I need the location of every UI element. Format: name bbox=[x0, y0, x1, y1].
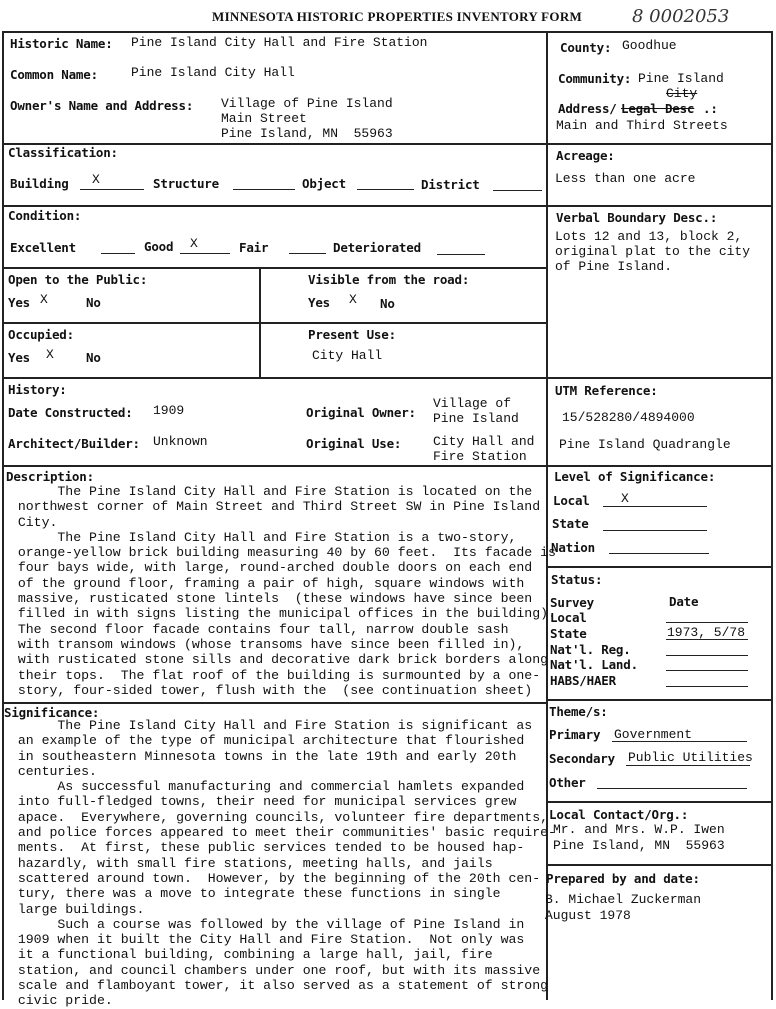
secondary-value: Public Utilities bbox=[628, 750, 753, 765]
boundary-line: Lots 12 and 13, block 2, bbox=[555, 229, 743, 244]
present-use-label: Present Use: bbox=[308, 327, 396, 342]
date-constructed-label: Date Constructed: bbox=[8, 405, 133, 420]
divider bbox=[2, 205, 546, 207]
significance-text: The Pine Island City Hall and Fire Station is significant as an example of the type of municipal architecture that flourished in southeastern Minnesota towns in the late 19th and early 20th centuries. As successful manufacturing and commercial hamlets expanded into full-fledged towns, their need for municipal services grew apace. Everywhere, governing councils, volunteer fire departments, and police forces appeared to meet their communities' basic require- ments. At first, these public services tended to be housed hap- hazardly, with small fire stations, meeting halls, and jails scattered around town. However, by the beginning of the 20th cen- tury, there was a move to integrate these functions in single large buildings. Such a course was followed by the village of Pine Island in 1909 when it built the City Hall and Fire Station. Not only was it a functional building, combining a large hall, jail, fire station, and council chambers under one roof, but with its massive scale and flamboyant tower, it also served as a statement of strong civic pride. bbox=[17, 718, 556, 1009]
original-use-line: City Hall and bbox=[433, 434, 535, 449]
quadrangle-value: Pine Island Quadrangle bbox=[559, 437, 731, 452]
date-constructed-value: 1909 bbox=[153, 403, 185, 418]
present-use-value: City Hall bbox=[312, 348, 383, 363]
divider bbox=[2, 322, 546, 324]
theme-label: Theme/s: bbox=[549, 704, 608, 719]
level-local-label: Local bbox=[553, 493, 590, 508]
original-owner-label: Original Owner: bbox=[306, 405, 416, 420]
occupied-no-label: No bbox=[86, 350, 101, 365]
district-label: District bbox=[421, 177, 480, 192]
prepared-line: August 1978 bbox=[545, 908, 631, 923]
deteriorated-label: Deteriorated bbox=[333, 240, 421, 255]
address-colon: .: bbox=[703, 101, 718, 116]
boundary-line: of Pine Island. bbox=[555, 259, 673, 274]
divider bbox=[546, 377, 772, 379]
community-value: Pine Island bbox=[638, 71, 724, 86]
owner-line: Main Street bbox=[221, 111, 307, 126]
architect-value: Unknown bbox=[153, 434, 208, 449]
survey-label: Survey bbox=[550, 595, 594, 610]
level-nation-label: Nation bbox=[551, 540, 595, 555]
county-label: County: bbox=[560, 40, 612, 55]
utm-label: UTM Reference: bbox=[555, 383, 658, 398]
acreage-label: Acreage: bbox=[556, 148, 615, 163]
owner-label: Owner's Name and Address: bbox=[10, 98, 194, 113]
underline bbox=[437, 254, 485, 255]
habs-label: HABS/HAER bbox=[550, 673, 616, 688]
divider bbox=[546, 566, 772, 568]
city-struck: City bbox=[666, 86, 698, 101]
open-yes-mark: X bbox=[40, 292, 48, 307]
visible-no-label: No bbox=[380, 296, 395, 311]
handwritten-id: 8 0002053 bbox=[632, 6, 730, 27]
classification-label: Classification: bbox=[8, 145, 118, 160]
divider bbox=[2, 267, 546, 269]
underline bbox=[493, 190, 542, 191]
level-label: Level of Significance: bbox=[554, 469, 716, 484]
building-mark: X bbox=[92, 172, 100, 187]
open-no-label: No bbox=[86, 295, 101, 310]
common-name-label: Common Name: bbox=[10, 67, 98, 82]
condition-label: Condition: bbox=[8, 208, 82, 223]
divider bbox=[259, 267, 261, 377]
state-date-value: 1973, 5/78 bbox=[667, 625, 746, 640]
underline bbox=[101, 253, 135, 254]
divider bbox=[546, 801, 772, 803]
open-to-public-label: Open to the Public: bbox=[8, 272, 148, 287]
status-local-label: Local bbox=[550, 610, 587, 625]
county-value: Goodhue bbox=[622, 38, 677, 53]
boundary-label: Verbal Boundary Desc.: bbox=[556, 210, 718, 225]
divider bbox=[546, 143, 772, 145]
natl-land-label: Nat'l. Land. bbox=[550, 657, 638, 672]
address-label: Address/ bbox=[558, 101, 617, 116]
primary-value: Government bbox=[614, 727, 693, 742]
common-name-value: Pine Island City Hall bbox=[131, 65, 295, 80]
date-column-label: Date bbox=[669, 594, 699, 609]
historic-name-value: Pine Island City Hall and Fire Station bbox=[131, 35, 428, 50]
underline bbox=[666, 686, 748, 687]
structure-label: Structure bbox=[153, 176, 219, 191]
original-owner-line: Village of bbox=[433, 396, 512, 411]
underline bbox=[612, 741, 747, 742]
underline bbox=[666, 622, 748, 623]
fair-label: Fair bbox=[239, 240, 269, 255]
underline bbox=[233, 189, 295, 190]
level-local-mark: X bbox=[621, 491, 629, 506]
underline bbox=[603, 530, 707, 531]
local-contact-label: Local Contact/Org.: bbox=[549, 807, 689, 822]
underline bbox=[666, 639, 748, 640]
acreage-value: Less than one acre bbox=[555, 171, 696, 186]
open-yes-label: Yes bbox=[8, 295, 30, 310]
original-owner-line: Pine Island bbox=[433, 411, 519, 426]
object-label: Object bbox=[302, 176, 346, 191]
divider bbox=[2, 465, 546, 467]
underline bbox=[609, 553, 709, 554]
visible-yes-label: Yes bbox=[308, 295, 330, 310]
historic-name-label: Historic Name: bbox=[10, 36, 113, 51]
status-label: Status: bbox=[551, 572, 603, 587]
level-state-label: State bbox=[552, 516, 589, 531]
underline bbox=[666, 655, 748, 656]
underline bbox=[626, 765, 750, 766]
significance-label: Significance: bbox=[4, 705, 100, 720]
contact-line: Pine Island, MN 55963 bbox=[553, 838, 725, 853]
occupied-yes-mark: X bbox=[46, 347, 54, 362]
other-label: Other bbox=[549, 775, 586, 790]
underline bbox=[289, 253, 326, 254]
frame-top bbox=[2, 31, 773, 33]
underline bbox=[603, 506, 707, 507]
prepared-line: B. Michael Zuckerman bbox=[545, 892, 702, 907]
utm-value: 15/528280/4894000 bbox=[562, 410, 695, 425]
contact-line: Mr. and Mrs. W.P. Iwen bbox=[553, 822, 725, 837]
form-title: MINNESOTA HISTORIC PROPERTIES INVENTORY FORM bbox=[212, 9, 583, 24]
architect-label: Architect/Builder: bbox=[8, 436, 140, 451]
underline bbox=[357, 189, 414, 190]
underline bbox=[180, 253, 230, 254]
good-label: Good bbox=[144, 239, 174, 254]
divider bbox=[2, 702, 546, 704]
frame-right bbox=[771, 31, 773, 1000]
primary-label: Primary bbox=[549, 727, 601, 742]
underline bbox=[80, 189, 144, 190]
divider bbox=[546, 205, 772, 207]
natl-reg-label: Nat'l. Reg. bbox=[550, 642, 631, 657]
boundary-line: original plat to the city bbox=[555, 244, 751, 259]
secondary-label: Secondary bbox=[549, 751, 615, 766]
visible-yes-mark: X bbox=[349, 292, 357, 307]
occupied-yes-label: Yes bbox=[8, 350, 30, 365]
original-use-label: Original Use: bbox=[306, 436, 402, 451]
address-value: Main and Third Streets bbox=[556, 118, 728, 133]
excellent-label: Excellent bbox=[10, 240, 76, 255]
divider bbox=[2, 377, 546, 379]
description-label: Description: bbox=[6, 469, 94, 484]
description-text: The Pine Island City Hall and Fire Station is located on the northwest corner of Main Street and Third Street SW in Pine Island City. The Pine Island City Hall and Fire Station is a two-story, orange-yellow brick building measuring 40 by 60 feet. Its facade is four bays wide, with large, round-arched double doors on each end of the ground floor, framing a pair of high, square windows with massive, rusticated stone lintels (these windows have since been filled in with signs listing the municipal offices in the building). The second floor facade contains four tall, narrow double sash with transom windows (whose transoms have since been filled in), with rusticated stone sills and decorative dark brick borders along their tops. The flat roof of the building is surmounted by a one- story, four-sided tower, flush with the (see continuation sheet) bbox=[17, 484, 556, 698]
owner-line: Pine Island, MN 55963 bbox=[221, 126, 393, 141]
building-label: Building bbox=[10, 176, 69, 191]
underline bbox=[666, 670, 748, 671]
legal-desc-struck: Legal Desc bbox=[621, 101, 695, 116]
history-label: History: bbox=[8, 382, 67, 397]
occupied-label: Occupied: bbox=[8, 327, 74, 342]
community-label: Community: bbox=[558, 71, 632, 86]
visible-label: Visible from the road: bbox=[308, 272, 470, 287]
owner-line: Village of Pine Island bbox=[221, 96, 393, 111]
good-mark: X bbox=[190, 236, 198, 251]
divider bbox=[546, 699, 772, 701]
original-use-line: Fire Station bbox=[433, 449, 527, 464]
underline bbox=[597, 788, 747, 789]
prepared-by-label: Prepared by and date: bbox=[546, 871, 700, 886]
divider bbox=[546, 465, 772, 467]
divider bbox=[546, 864, 772, 866]
status-state-label: State bbox=[550, 626, 587, 641]
